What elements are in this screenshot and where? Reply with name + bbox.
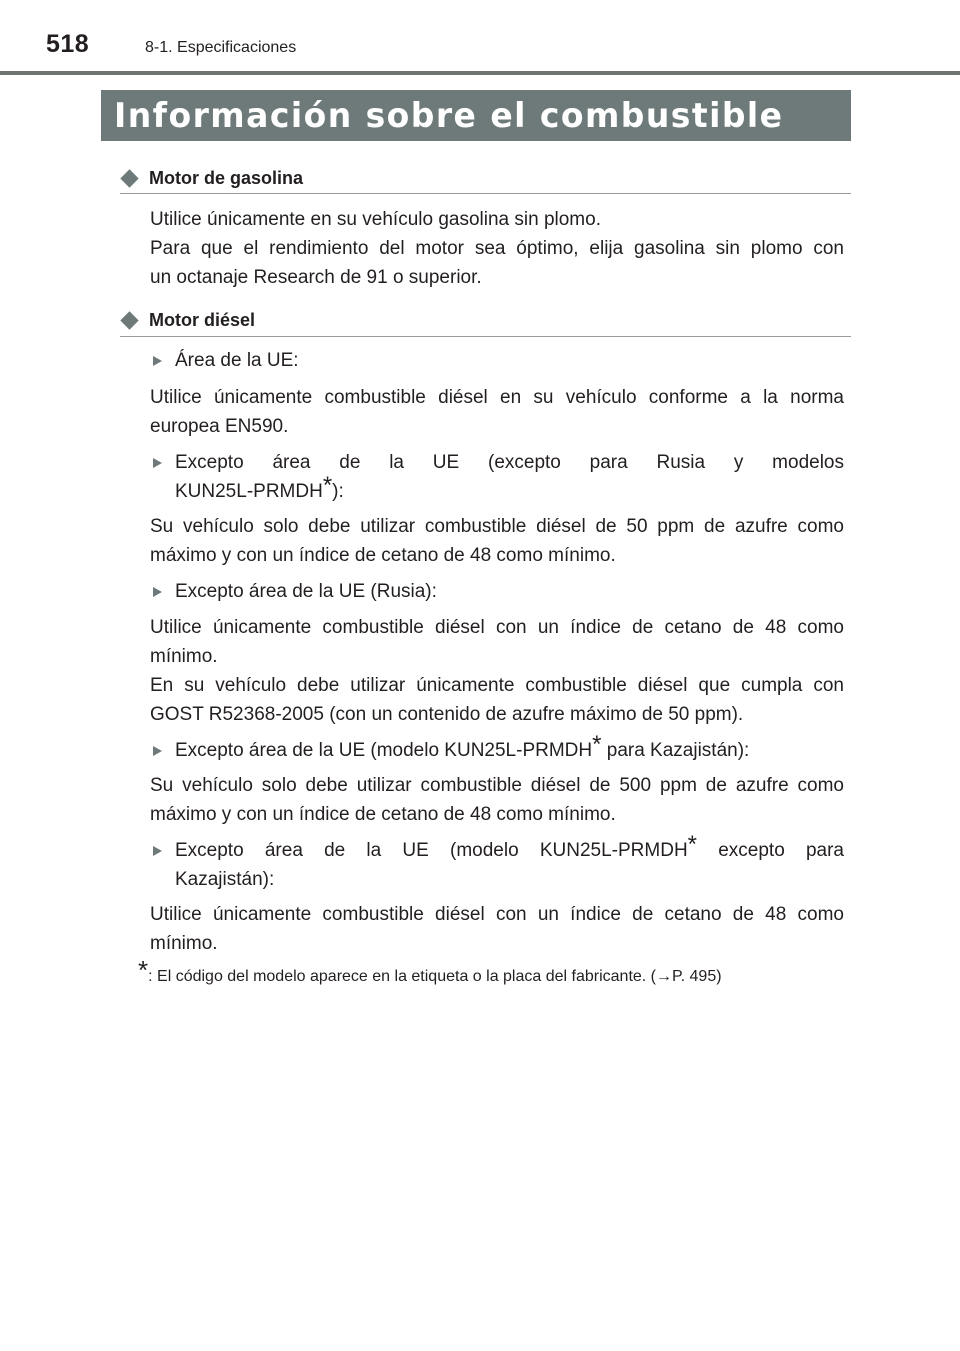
bullet-line-prefix: KUN25L-PRMDH (175, 481, 323, 502)
list-item-bullet (150, 577, 844, 606)
paragraph: Utilice únicamente combustible diésel en su vehículo conforme a la norma europea EN590. (150, 387, 844, 437)
asterisk-marker: * (322, 472, 333, 499)
paragraph: Utilice únicamente combustible diésel con un índice de cetano de 48 como mínimo. (150, 617, 844, 667)
triangle-bullet-icon (153, 356, 162, 366)
bullet-text (175, 448, 844, 506)
section-rule (120, 193, 851, 194)
list-item-bullet (150, 731, 844, 765)
header-rule (0, 71, 960, 75)
diamond-icon (120, 311, 138, 329)
triangle-bullet-icon (153, 746, 162, 756)
paragraph: En su vehículo debe utilizar únicamente combustible diésel que cumpla con GOST R52368-2005 (con un contenido de azufre máximo de 50 ppm). (150, 675, 844, 725)
bullet-line: Excepto área de la UE (excepto para Rusia y modelos (175, 452, 844, 473)
paragraph: Utilice únicamente en su vehículo gasolina sin plomo. (150, 209, 601, 230)
footnote-text: : El código del modelo aparece en la etiqueta o la placa del fabricante. ( (148, 968, 657, 985)
asterisk-marker: * (592, 731, 602, 758)
section-title: Motor de gasolina (149, 167, 304, 188)
section-title: Motor diésel (149, 309, 256, 330)
paragraph: Para que el rendimiento del motor sea óptimo, elija gasolina sin plomo con (150, 238, 844, 259)
bullet-text: Área de la UE: (175, 350, 299, 371)
bullet-line: Kazajistán): (175, 869, 275, 890)
page-number: 518 (46, 30, 90, 58)
asterisk-marker: * (687, 831, 698, 858)
section-rule (120, 336, 851, 337)
title-bar (101, 90, 851, 141)
section-heading-diesel (120, 307, 851, 333)
bullet-line (175, 472, 844, 506)
paragraph: un octanaje Research de 91 o superior. (150, 267, 482, 288)
page-title: Información sobre el combustible (114, 95, 784, 136)
arrow-right-icon: → (656, 968, 673, 985)
bullet-line-suffix: ): (332, 481, 344, 502)
footnote (138, 955, 722, 991)
bullet-text (175, 731, 844, 765)
paragraph: Su vehículo solo debe utilizar combustible diésel de 500 ppm de azufre como máximo y con un índice de cetano de 48 como mínimo. (150, 775, 844, 825)
bullet-line-prefix: Excepto área de la UE (modelo KUN25L-PRMDH (175, 840, 688, 861)
page-reference-link[interactable]: P. 495) (672, 968, 722, 985)
triangle-bullet-icon (153, 458, 162, 468)
list-item-bullet (150, 831, 844, 894)
bullet-line-suffix: excepto para (697, 840, 844, 861)
triangle-bullet-icon (153, 587, 162, 597)
bullet-text: Excepto área de la UE (Rusia): (175, 581, 437, 602)
paragraph: Su vehículo solo debe utilizar combustible diésel de 50 ppm de azufre como máximo y con un índice de cetano de 48 como mínimo. (150, 516, 844, 566)
list-item-bullet (150, 346, 844, 375)
bullet-suffix: para Kazajistán): (601, 740, 750, 761)
section-heading-gasoline (120, 165, 851, 191)
paragraph: Utilice únicamente combustible diésel con un índice de cetano de 48 como mínimo. (150, 904, 844, 954)
list-item-bullet (150, 448, 844, 506)
running-head: 8-1. Especificaciones (145, 39, 297, 56)
bullet-line (175, 831, 844, 865)
bullet-prefix: Excepto área de la UE (modelo KUN25L-PRMDH (175, 740, 593, 761)
bullet-text (175, 831, 844, 894)
triangle-bullet-icon (153, 846, 162, 856)
diamond-icon (120, 169, 138, 187)
asterisk-marker: * (138, 955, 149, 985)
